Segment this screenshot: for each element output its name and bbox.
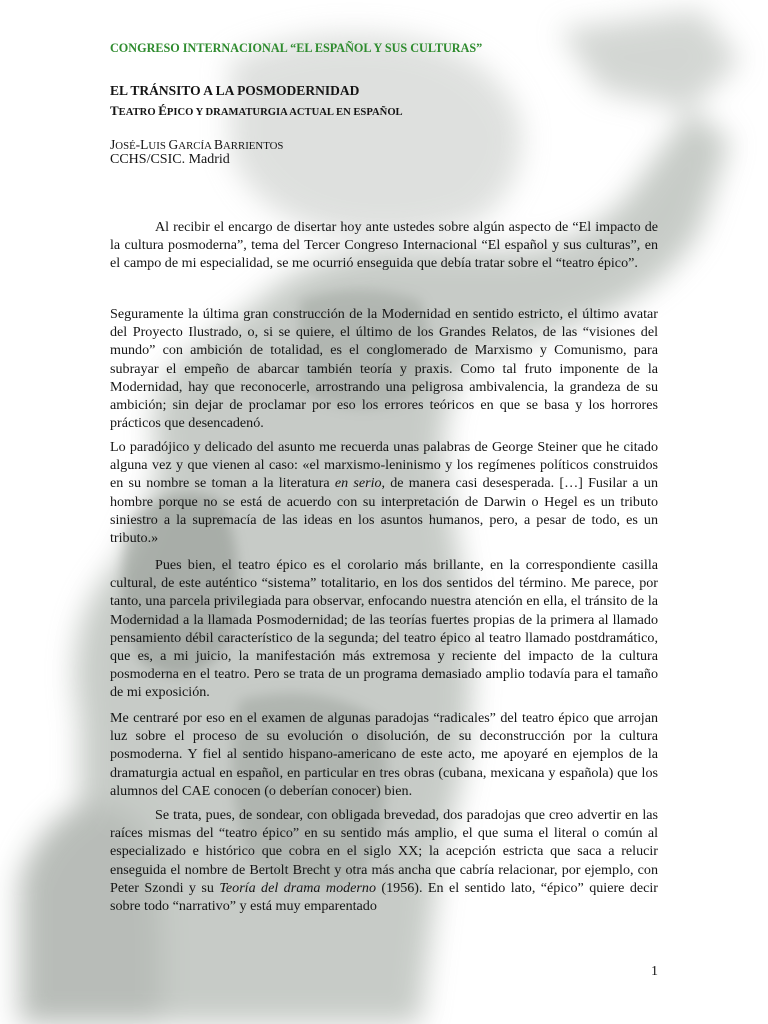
article-subtitle: TEATRO ÉPICO Y DRAMATURGIA ACTUAL EN ESPAÑOL <box>110 103 403 118</box>
paragraph-4: Pues bien, el teatro épico es el corolario más brillante, en la correspondiente casilla cultural, de este auténtico “sistema” totalitario, en los dos sentidos del término. Me parece, por tanto, una parcela privilegiada para observar, enfocando nuestra atención en ella, el tránsito de la Modernidad a la llamada Posmodernidad; de las teorías fuertes propias de la primera al llamado pensamiento débil característico de la segunda; del teatro épico al teatro llamado postdramático, que es, a mi juicio, la manifestación más extremosa y reciente del impacto de la cultura posmoderna en el teatro. Pero se trata de un programa demasiado amplio todavía para el tamaño de mi exposición. <box>110 557 658 701</box>
article-title: EL TRÁNSITO A LA POSMODERNIDAD <box>110 83 360 98</box>
paragraph-1: Al recibir el encargo de disertar hoy ante ustedes sobre algún aspecto de “El impacto de la cultura posmoderna”, tema del Tercer Congreso Internacional “El español y sus culturas”, en el campo de mi especialidad, se me ocurrió enseguida que debía tratar sobre el “teatro épico”. <box>110 219 658 272</box>
paragraph-2: Seguramente la última gran construcción de la Modernidad en sentido estricto, el último avatar del Proyecto Ilustrado, o, si se quiere, el último de los Grandes Relatos, de las “visiones del mundo” con ambición de totalidad, es el conglomerado de Marxismo y Comunismo, para subrayar el empeño de abarcar también teoría y praxis. Como tal fruto imponente de la Modernidad, hay que reconocerle, arrostrando una peligrosa ambivalencia, la grandeza de su ambición; sin dejar de proclamar por eso los errores teóricos en que se basa y los horrores prácticos que desencadenó. <box>110 306 658 432</box>
page-number: 1 <box>651 964 658 979</box>
paragraph-3: Lo paradójico y delicado del asunto me recuerda unas palabras de George Steiner que he citado alguna vez y que vienen al caso: «el marxismo-leninismo y los regímenes políticos construidos en su nombre se toman a la literatura en serio, de manera casi desesperada. […] Fusilar a un hombre porque no se está de acuerdo con su interpretación de Darwin o Hegel es un tributo siniestro a la supremacía de las ideas en los asuntos humanos, pero, a pesar de todo, es un tributo.» <box>110 439 658 547</box>
paragraph-6: Se trata, pues, de sondear, con obligada brevedad, dos paradojas que creo advertir en las raíces mismas del “teatro épico” en su sentido más amplio, el que suma el literal o común al especializado e histórico que cobra en el siglo XX; la acepción estricta que saca a relucir enseguida el nombre de Bertolt Brecht y otra más ancha que cabría relacionar, por ejemplo, con Peter Szondi y su Teoría del drama moderno (1956). En el sentido lato, “épico” quiere decir sobre todo “narrativo” y está muy emparentado <box>110 807 658 915</box>
author-affiliation: CCHS/CSIC. Madrid <box>110 152 230 167</box>
paragraph-5: Me centraré por eso en el examen de algunas paradojas “radicales” del teatro épico que arrojan luz sobre el proceso de su evolución o disolución, de su deconstrucción por la cultura posmoderna. Y fiel al sentido hispano-americano de este acto, me apoyaré en ejemplos de la dramaturgia actual en español, en particular en tres obras (cubana, mexicana y española) que los alumnos del CAE conocen (o deberían conocer) bien. <box>110 710 658 799</box>
author-name: JOSÉ-LUIS GARCÍA BARRIENTOS <box>110 137 284 152</box>
congress-header: CONGRESO INTERNACIONAL “EL ESPAÑOL Y SUS CULTURAS” <box>110 41 483 55</box>
